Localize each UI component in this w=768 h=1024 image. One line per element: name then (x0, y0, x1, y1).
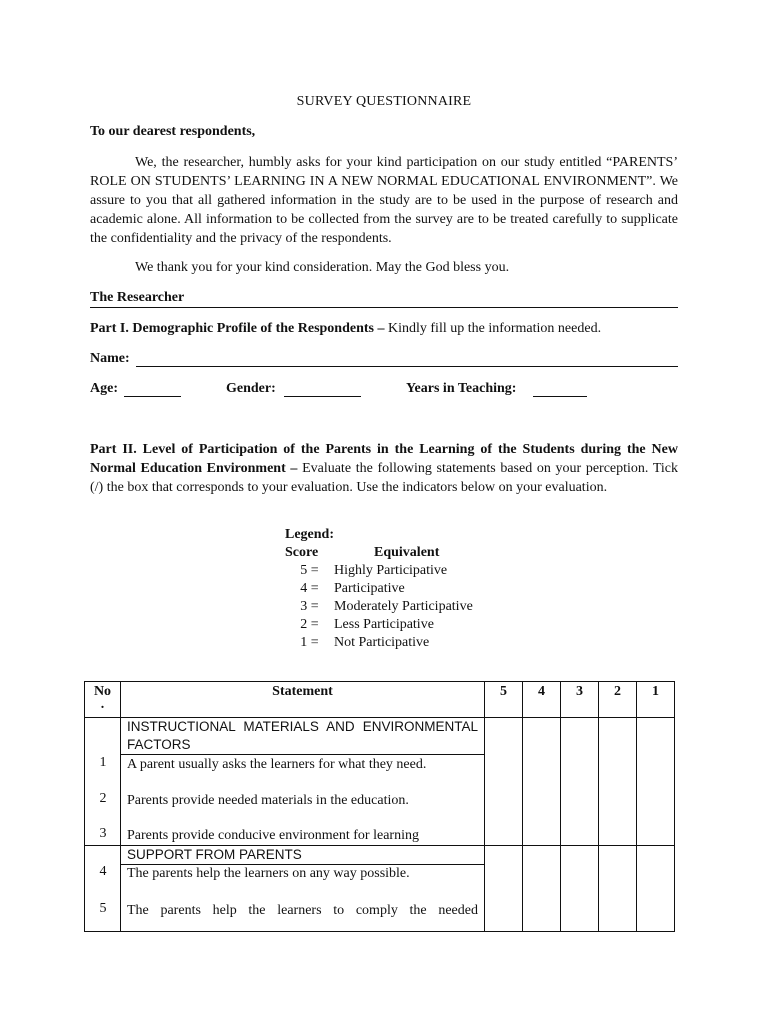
legend-row (285, 634, 473, 652)
section1-category (127, 718, 478, 754)
legend-equivalent: Not Participative (334, 635, 430, 650)
part1-heading: Part I. Demographic Profile of the Respondents – (90, 321, 385, 336)
part2-heading: Part II. Level of Participation of the Parents in the Learning of the Students during the New Normal Education Environment – (90, 442, 678, 476)
legend-score: 2 = (300, 617, 319, 632)
age-field-line[interactable] (124, 396, 181, 397)
row-number: 5 (99, 901, 107, 916)
answer-box-4[interactable] (523, 846, 561, 932)
header-no-dot: . (100, 697, 105, 712)
legend-equivalent-header: Equivalent (374, 545, 440, 560)
answer-box-2[interactable] (599, 718, 637, 846)
part1-instruction: Kindly fill up the information needed. (384, 321, 602, 336)
signature-underline (90, 307, 678, 308)
table-section-row (85, 846, 675, 932)
years-teaching-label: Years in Teaching: (406, 381, 517, 396)
statement-item: The parents help the learners on any way possible. (127, 866, 410, 881)
answer-box-3[interactable] (561, 846, 599, 932)
thanks-line: We thank you for your kind consideration. May the God bless you. (135, 260, 510, 275)
row-number: 2 (99, 791, 107, 806)
answer-box-1[interactable] (637, 718, 675, 846)
category-divider (121, 754, 484, 755)
answer-box-3[interactable] (561, 718, 599, 846)
legend-block (285, 526, 473, 652)
answer-box-1[interactable] (637, 846, 675, 932)
name-field-line[interactable] (136, 366, 678, 367)
legend-score: 1 = (300, 635, 319, 650)
section2-numbers (85, 846, 121, 932)
legend-row (285, 598, 473, 616)
greeting: To our dearest respondents, (90, 124, 256, 139)
signature-label: The Researcher (90, 290, 185, 305)
header-score-1: 1 (637, 682, 675, 718)
statement-item: Parents provide needed materials in the education. (127, 793, 409, 808)
section2-statements (121, 846, 485, 932)
answer-box-4[interactable] (523, 718, 561, 846)
legend-row (285, 616, 473, 634)
legend-score: 5 = (300, 563, 319, 578)
gender-label: Gender: (226, 381, 276, 396)
legend-score: 4 = (300, 581, 319, 596)
legend-equivalent: Moderately Participative (334, 599, 473, 614)
years-teaching-field-line[interactable] (533, 396, 587, 397)
part1-line (90, 321, 601, 337)
age-label: Age: (90, 381, 118, 396)
section2-category: SUPPORT FROM PARENTS (127, 847, 302, 862)
part2-paragraph (90, 440, 678, 497)
statement-item: Parents provide conducive environment for learning (127, 828, 419, 843)
header-statement: Statement (121, 682, 485, 718)
legend-row (285, 580, 473, 598)
answer-box-5[interactable] (485, 846, 523, 932)
section1-category-text: INSTRUCTIONAL MATERIALS AND ENVIRONMENTAL FACTORS (127, 719, 478, 752)
legend-score: 3 = (300, 599, 319, 614)
survey-table (84, 681, 675, 932)
header-score-4: 4 (523, 682, 561, 718)
header-score-2: 2 (599, 682, 637, 718)
document-title: SURVEY QUESTIONNAIRE (296, 94, 472, 109)
intro-paragraph: We, the researcher, humbly asks for your kind participation on our study entitled “PARENTS’ ROLE ON STUDENTS’ LEARNING IN A NEW NORMAL EDUCATIONAL ENVIRONMENT”. We assure to you that all gathered information in the study are to be used in the purpose of research and academic alone. All information to be collected from the survey are to be treated carefully to supplicate the confidentiality and the privacy of the respondents. (90, 155, 678, 246)
legend-equivalent: Highly Participative (334, 563, 448, 578)
header-no (85, 682, 121, 718)
name-label: Name: (90, 351, 130, 366)
legend-header-row (285, 544, 473, 562)
header-score-3: 3 (561, 682, 599, 718)
header-score-5: 5 (485, 682, 523, 718)
answer-box-2[interactable] (599, 846, 637, 932)
legend-equivalent: Participative (334, 581, 405, 596)
statement-item: The parents help the learners to comply the needed (127, 903, 478, 918)
gender-field-line[interactable] (284, 396, 361, 397)
row-number: 3 (99, 826, 107, 841)
row-number: 4 (99, 864, 107, 879)
answer-box-5[interactable] (485, 718, 523, 846)
legend-row (285, 562, 473, 580)
table-header-row (85, 682, 675, 718)
row-number: 1 (99, 755, 107, 770)
table-section-row (85, 718, 675, 846)
statement-item: A parent usually asks the learners for what they need. (127, 757, 427, 772)
header-no-text: No (93, 684, 112, 699)
legend-title: Legend: (285, 527, 334, 542)
section1-statements (121, 718, 485, 846)
section1-numbers (85, 718, 121, 846)
part2-instruction: Evaluate the following statements based on your perception. Tick (/) the box that corresponds to your evaluation. Use the indicators below on your evaluation. (90, 461, 678, 495)
legend-score-header: Score (285, 545, 319, 560)
legend-equivalent: Less Participative (334, 617, 434, 632)
